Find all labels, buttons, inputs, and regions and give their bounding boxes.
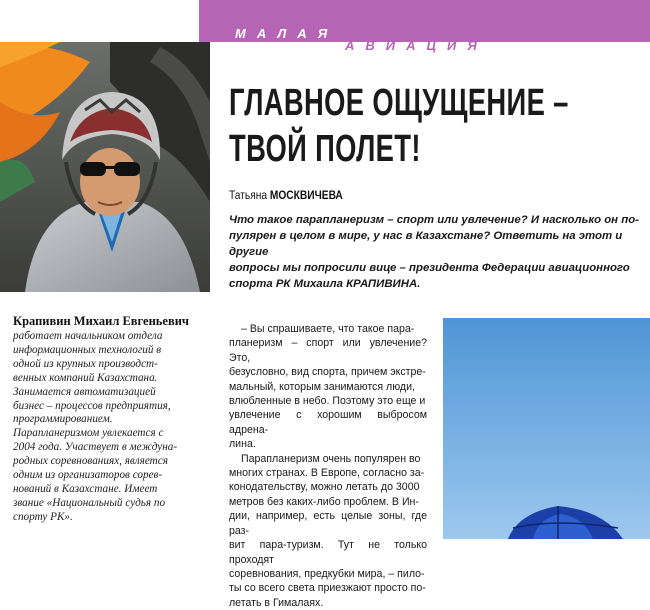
body-line: ты со всего света приезжают просто по- bbox=[229, 582, 426, 595]
author-last-name: МОСКВИЧЕВА bbox=[269, 188, 343, 202]
bio-text bbox=[13, 330, 209, 525]
bio-line: программированием. bbox=[13, 413, 113, 426]
article-headline bbox=[229, 80, 569, 172]
body-line: соревнования, предкубки мира, – пило- bbox=[229, 567, 425, 580]
bio-line: 2004 года. Участвует в междуна- bbox=[13, 441, 178, 454]
body-line: влюбленные в небо. Поэтому это еще и bbox=[229, 395, 426, 408]
lead-line: вопросы мы попросили вице – президента Федерации авиационного bbox=[229, 262, 630, 274]
bio-line: Занимается автоматизацией bbox=[13, 385, 156, 398]
body-line: безусловно, вид спорта, причем экстре- bbox=[229, 366, 426, 379]
bio-line: родных соревнованиях, является bbox=[13, 455, 168, 468]
article-body-column bbox=[229, 322, 427, 610]
bio-line: одним из организаторов сорев- bbox=[13, 469, 163, 482]
body-line: вит пара-туризм. Тут не только проходят bbox=[229, 539, 427, 566]
bio-line: нований в Казахстане. Имеет bbox=[13, 482, 158, 495]
section-title-word-1: МАЛАЯ bbox=[235, 26, 339, 41]
body-line: летать в Гималаях. bbox=[229, 596, 324, 609]
lead-line: пулярен в целом в мире, у нас в Казахстане? Ответить на этот и другие bbox=[229, 230, 623, 258]
paraglider-pilot-photo-icon bbox=[0, 42, 210, 292]
body-line: планеризм – спорт или увлечение? Это, bbox=[229, 337, 427, 364]
pilot-portrait-photo bbox=[0, 42, 210, 292]
bio-line: информационных технологий в bbox=[13, 343, 162, 356]
lead-line: спорта РК Михаила КРАПИВИНА. bbox=[229, 278, 421, 290]
article-lead bbox=[229, 212, 641, 292]
bio-line: венных компаний Казахстана. bbox=[13, 371, 158, 384]
body-line: Парапланеризм очень популярен во bbox=[241, 452, 421, 465]
bio-line: одной из крупных производст- bbox=[13, 357, 158, 370]
author-byline bbox=[229, 188, 343, 202]
author-first-name: Татьяна bbox=[229, 188, 268, 202]
section-title-word-2: АВИАЦИЯ bbox=[345, 38, 488, 53]
bio-name: Крапивин Михаил Евгеньевич bbox=[13, 314, 189, 328]
hot-air-balloon-photo-icon bbox=[443, 318, 650, 539]
headline-line-2: ТВОЙ ПОЛЕТ! bbox=[229, 128, 421, 170]
headline-line-1: ГЛАВНОЕ ОЩУЩЕНИЕ – bbox=[229, 82, 569, 124]
lead-line: Что такое парапланеризм – спорт или увлечение? И насколько он по- bbox=[229, 214, 639, 226]
balloon-photo bbox=[443, 318, 650, 539]
body-line: лина. bbox=[229, 438, 256, 451]
body-line: многих странах. В Европе, согласно за- bbox=[229, 467, 425, 480]
body-line: конодательству, можно летать до 3000 bbox=[229, 481, 420, 494]
body-line: дии, например, есть целые зоны, где раз- bbox=[229, 510, 427, 537]
body-line: метров без каких-либо проблем. В Ин- bbox=[229, 495, 419, 508]
bio-line: звание «Национальный судья по bbox=[13, 496, 166, 509]
body-line: – Вы спрашиваете, что такое пара- bbox=[241, 323, 415, 335]
bio-line: работает начальником отдела bbox=[13, 330, 163, 342]
body-line: мальный, которым занимаются люди, bbox=[229, 380, 415, 393]
bio-line: спорту РК». bbox=[13, 510, 73, 523]
bio-line: Парапланеризмом увлекается с bbox=[13, 427, 164, 440]
bio-line: бизнес – процессов предприятия, bbox=[13, 399, 171, 412]
body-line: увлечение с хорошим выбросом адрена- bbox=[229, 409, 427, 436]
